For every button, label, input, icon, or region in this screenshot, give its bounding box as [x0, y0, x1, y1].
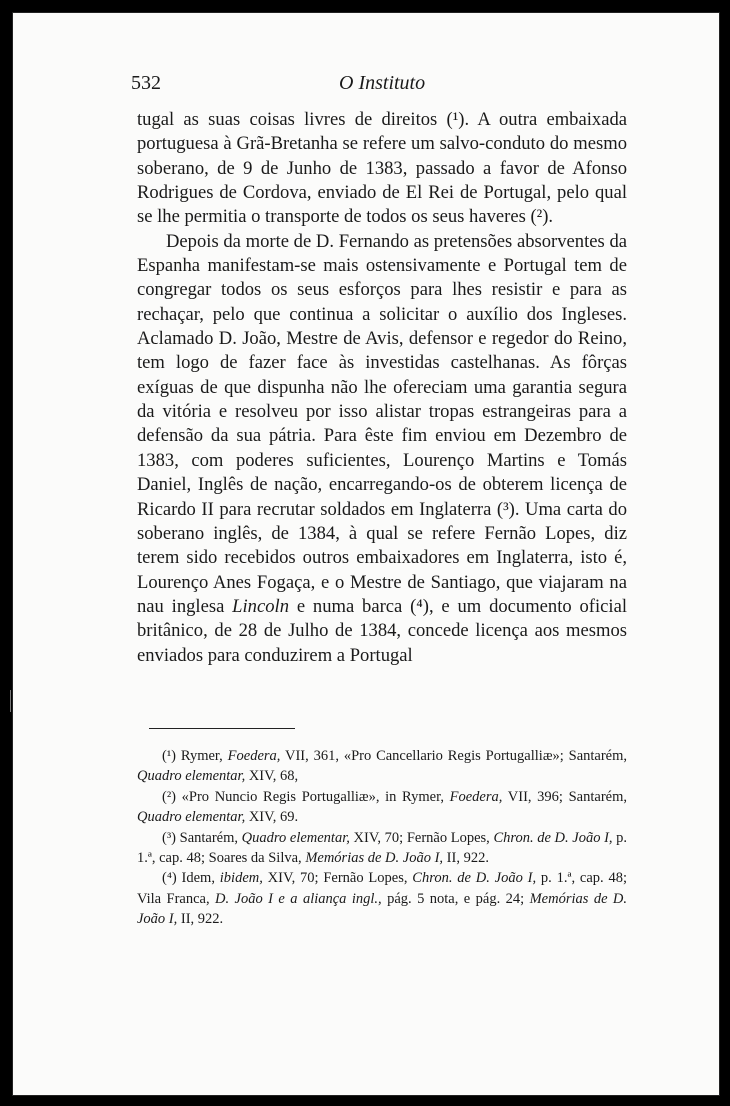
- running-title: O Instituto: [339, 72, 426, 94]
- paragraph-2-text: Depois da morte de D. Fernando as pretensões absorventes da Espanha manifestam-se mais ostensivamente e Portugal tem de congregar todos os seus esforços para lhes resistir e para as rechaçar, pelo que continua a solicitar o auxílio dos Ingleses. Aclamado D. João, Mestre de Avis, defensor e regedor do Reino, tem logo de fazer face às investidas castelhanas. As fôrças exíguas de que dispunha não lhe ofereciam uma garantia segura da vitória e resolveu por isso alistar tropas estrangeiras para a defensão da sua pátria. Para êste fim enviou em Dezembro de 1383, com poderes suficientes, Lourenço Martins e Tomás Daniel, Inglês de nação, encarregando-os de obterem licença de Ricardo II para recrutar soldados em Inglaterra (³). Uma carta do soberano inglês, de 1384, à qual se refere Fernão Lopes, diz terem sido recebidos outros embaixadores em Inglaterra, isto é, Lourenço Anes Fogaça, e o Mestre de Santiago, que viajaram na nau inglesa: [137, 230, 627, 617]
- paragraph-2: [137, 230, 627, 668]
- footnote-3: (³) Santarém, Quadro elementar, XIV, 70; Fernão Lopes, Chron. de D. João I, p. 1.ª, cap. 48; Soares da Silva, Memórias de D. João I, II, 922.: [137, 829, 628, 867]
- paragraph-2-end: e numa barca (⁴), e um documento oficial britânico, de 28 de Julho de 1384, concede licença aos mesmos enviados para conduzirem a Portugal: [137, 595, 627, 666]
- margin-mark: [10, 690, 11, 712]
- ship-name: Lincoln: [232, 595, 289, 617]
- main-text: [137, 108, 627, 668]
- footnotes: [137, 746, 627, 930]
- footnote-1: (¹) Rymer, Foedera, VII, 361, «Pro Cancellario Regis Portugalliæ»; Santarém, Quadro elementar, XIV, 68,: [137, 748, 628, 785]
- page-number: 532: [131, 72, 161, 94]
- paragraph-1: tugal as suas coisas livres de direitos (¹). A outra embaixada portuguesa à Grã-Bretanha se refere um salvo-conduto do mesmo soberano, de 9 de Junho de 1383, passado a favor de Afonso Rodrigues de Cordova, enviado de El Rei de Portugal, pelo qual se lhe permitia o transporte de todos os seus haveres (²).: [137, 109, 627, 228]
- footnote-2: (²) «Pro Nuncio Regis Portugalliæ», in Rymer, Foedera, VII, 396; Santarém, Quadro elementar, XIV, 69.: [137, 788, 627, 826]
- footnote-rule: [149, 728, 295, 729]
- footnote-4: (⁴) Idem, ibidem, XIV, 70; Fernão Lopes, Chron. de D. João I, p. 1.ª, cap. 48; Vila Franca, D. João I e a aliança ingl., pág. 5 nota, e pág. 24; Memórias de D. João I, II, 922.: [137, 870, 628, 928]
- running-header: [131, 72, 561, 102]
